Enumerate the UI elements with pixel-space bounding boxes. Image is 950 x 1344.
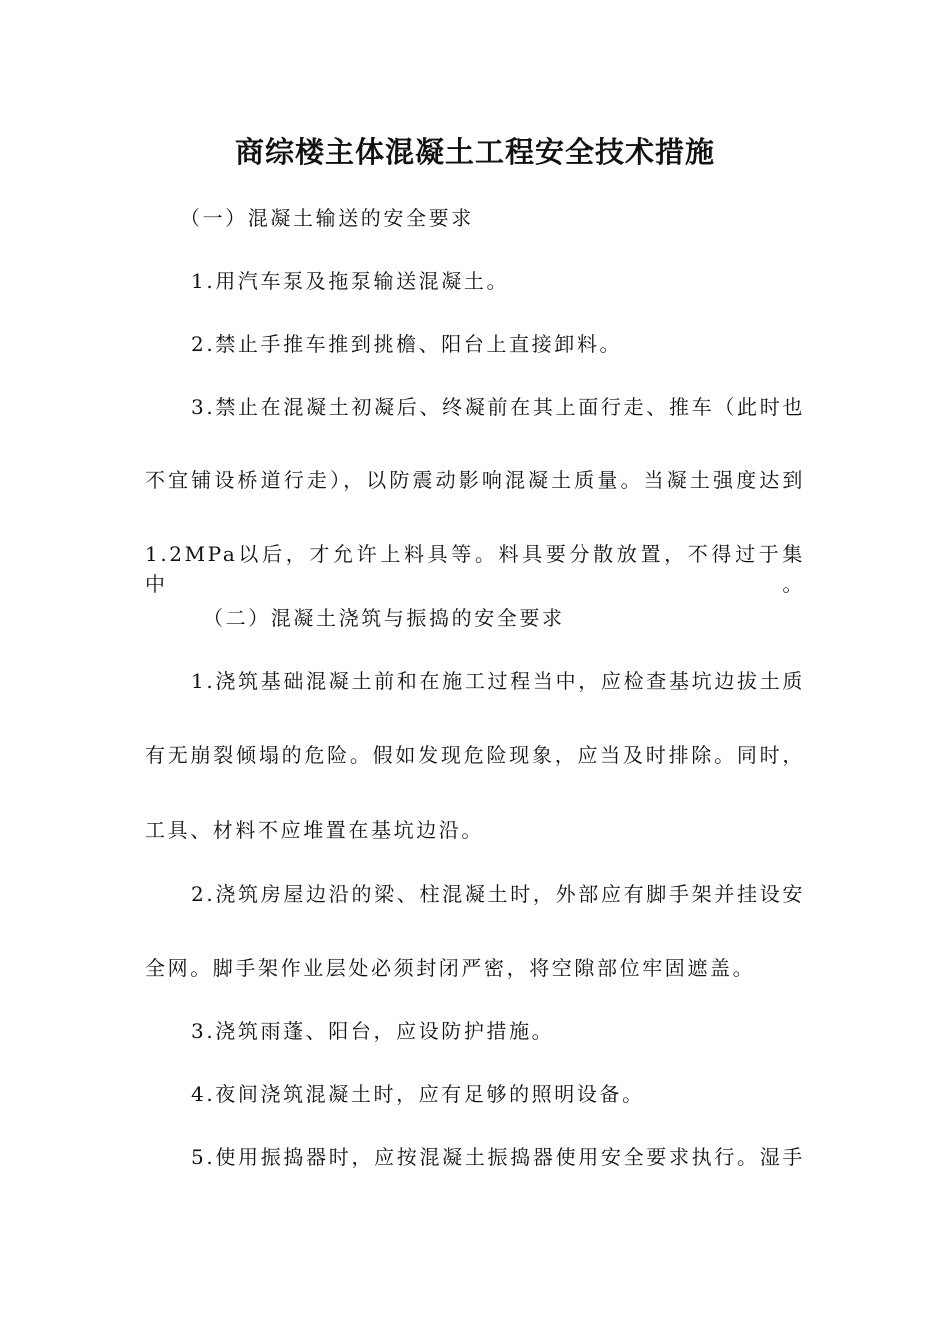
paragraph-line: 1.浇筑基础混凝土前和在施工过程当中，应检查基坑边拔土质 [191,669,805,693]
paragraph-line: 不宜铺设桥道行走），以防震动影响混凝土质量。当凝土强度达到 [145,468,805,492]
section-heading-2: （二）混凝土浇筑与振捣的安全要求 [203,606,565,630]
paragraph-line: 3.浇筑雨蓬、阳台，应设防护措施。 [191,1019,555,1043]
paragraph-line: 全网。脚手架作业层处必须封闭严密，将空隙部位牢固遮盖。 [145,956,756,980]
paragraph-line: 3.禁止在混凝土初凝后、终凝前在其上面行走、推车（此时也 [191,395,805,419]
document-title: 商综楼主体混凝土工程安全技术措施 [234,135,715,169]
paragraph-line: 1.2MPa以后，才允许上料具等。料具要分散放置，不得过于集中。 [145,542,805,596]
paragraph-line: 有无崩裂倾塌的危险。假如发现危险现象，应当及时排除。同时， [145,743,805,767]
paragraph-line: 5.使用振捣器时，应按混凝土振捣器使用安全要求执行。湿手 [191,1145,805,1169]
paragraph-line: 2.浇筑房屋边沿的梁、柱混凝土时，外部应有脚手架并挂设安 [191,882,805,906]
paragraph-line: 4.夜间浇筑混凝土时，应有足够的照明设备。 [191,1082,645,1106]
paragraph-line: 1.用汽车泵及拖泵输送混凝土。 [191,269,510,293]
section-heading-1: （一）混凝土输送的安全要求 [180,206,474,230]
paragraph-line: 工具、材料不应堆置在基坑边沿。 [145,818,484,842]
paragraph-line: 2.禁止手推车推到挑檐、阳台上直接卸料。 [191,332,623,356]
